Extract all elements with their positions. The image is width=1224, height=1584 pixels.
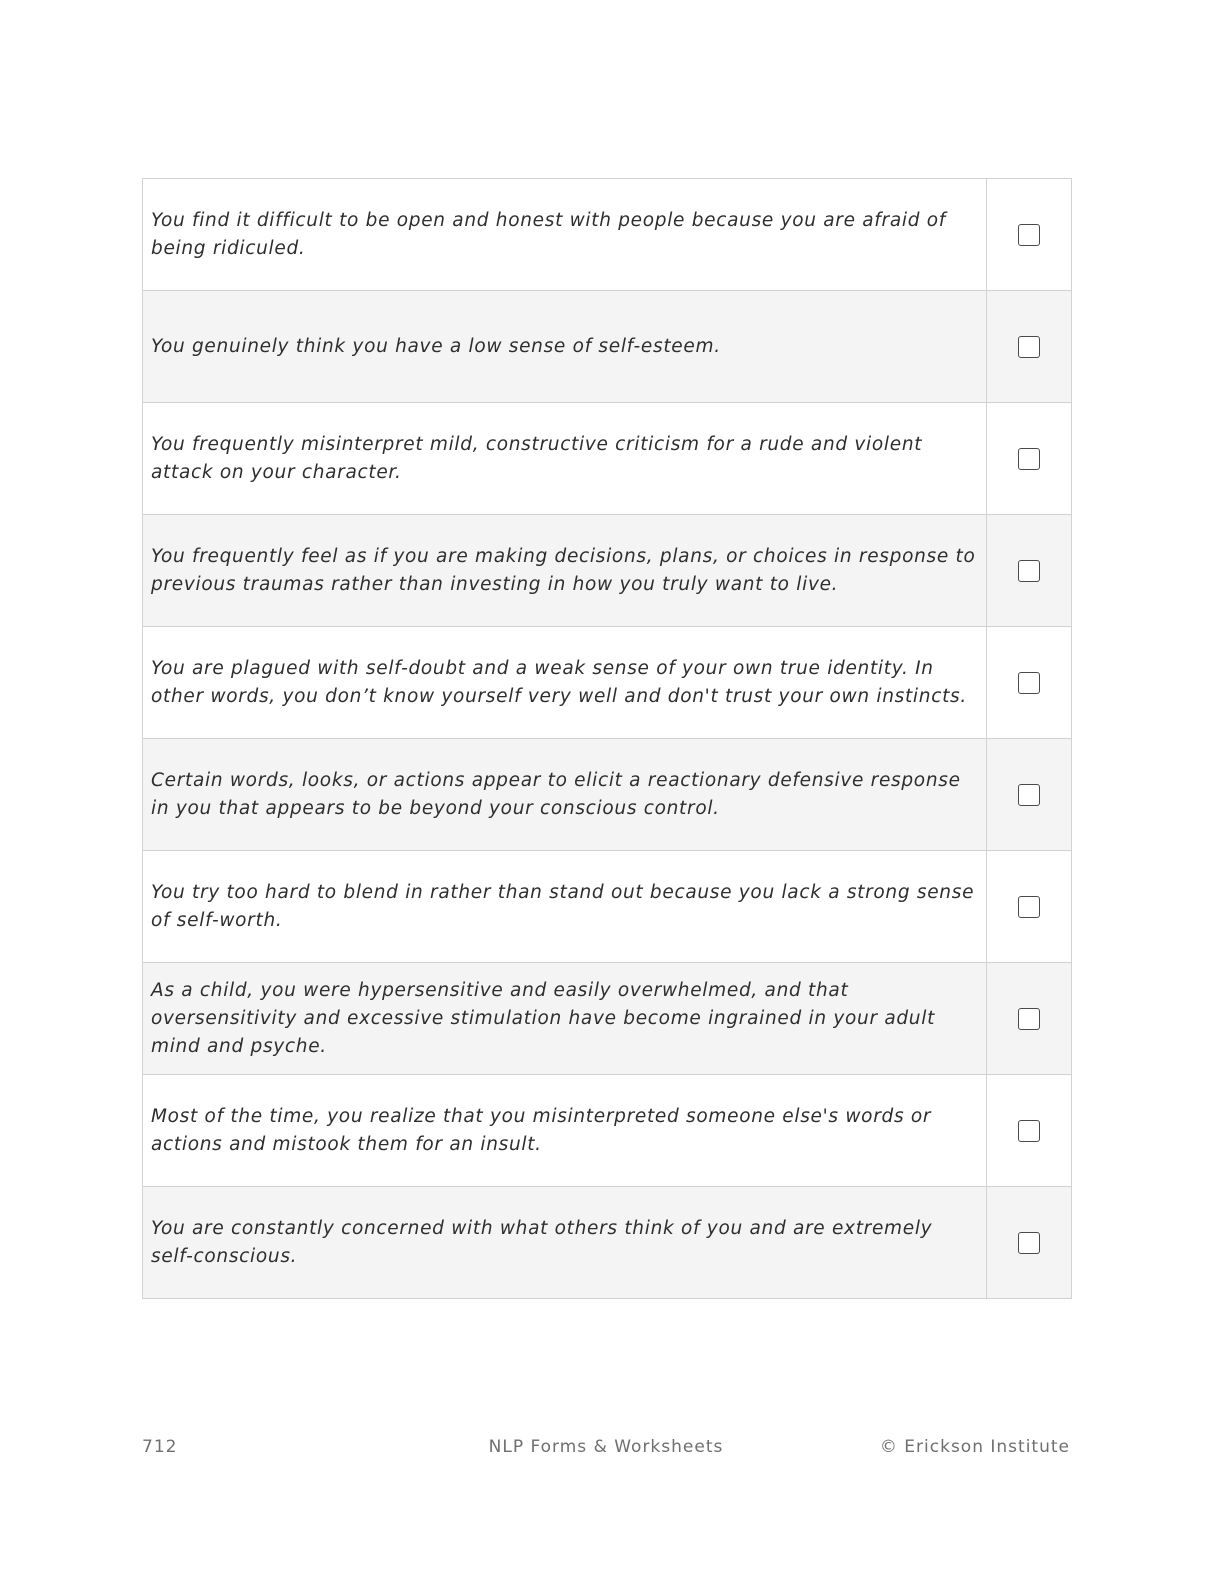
- statement-text: You find it difficult to be open and honest with people because you are afraid of being ridiculed.: [143, 179, 987, 291]
- statement-text: You frequently feel as if you are making decisions, plans, or choices in response to previous traumas rather than investing in how you truly want to live.: [143, 515, 987, 627]
- statement-text: Certain words, looks, or actions appear to elicit a reactionary defensive response in you that appears to be beyond your conscious control.: [143, 739, 987, 851]
- statement-checkbox[interactable]: [1018, 1120, 1040, 1142]
- checkbox-cell: [987, 291, 1072, 403]
- statement-checkbox[interactable]: [1018, 560, 1040, 582]
- statement-checkbox[interactable]: [1018, 1008, 1040, 1030]
- statement-text: You are constantly concerned with what others think of you and are extremely self-conscious.: [143, 1187, 987, 1299]
- table-row: [143, 963, 1072, 1075]
- document-title: NLP Forms & Worksheets: [488, 1437, 724, 1457]
- statement-text: Most of the time, you realize that you misinterpreted someone else's words or actions and mistook them for an insult.: [143, 1075, 987, 1187]
- statement-checkbox[interactable]: [1018, 784, 1040, 806]
- statement-text: You genuinely think you have a low sense of self-esteem.: [143, 291, 987, 403]
- table-row: [143, 739, 1072, 851]
- statement-checkbox[interactable]: [1018, 672, 1040, 694]
- table-row: [143, 1075, 1072, 1187]
- table-row: [143, 851, 1072, 963]
- checkbox-cell: [987, 403, 1072, 515]
- table-row: [143, 179, 1072, 291]
- table-row: [143, 627, 1072, 739]
- checkbox-cell: [987, 739, 1072, 851]
- statement-text: As a child, you were hypersensitive and easily overwhelmed, and that oversensitivity and excessive stimulation have become ingrained in your adult mind and psyche.: [143, 963, 987, 1075]
- checkbox-cell: [987, 179, 1072, 291]
- statement-checkbox[interactable]: [1018, 224, 1040, 246]
- checkbox-cell: [987, 851, 1072, 963]
- statement-checkbox[interactable]: [1018, 448, 1040, 470]
- table-row: [143, 291, 1072, 403]
- statement-checkbox[interactable]: [1018, 1232, 1040, 1254]
- checklist-table: [142, 178, 1072, 1299]
- checkbox-cell: [987, 627, 1072, 739]
- page-footer: [142, 1437, 1070, 1461]
- checkbox-cell: [987, 1187, 1072, 1299]
- checkbox-cell: [987, 1075, 1072, 1187]
- statement-checkbox[interactable]: [1018, 896, 1040, 918]
- checkbox-cell: [987, 963, 1072, 1075]
- statement-text: You try too hard to blend in rather than stand out because you lack a strong sense of self-worth.: [143, 851, 987, 963]
- table-row: [143, 1187, 1072, 1299]
- copyright-notice: © Erickson Institute: [879, 1437, 1070, 1457]
- table-row: [143, 403, 1072, 515]
- statement-text: You are plagued with self-doubt and a weak sense of your own true identity. In other words, you don’t know yourself very well and don't trust your own instincts.: [143, 627, 987, 739]
- statement-text: You frequently misinterpret mild, constructive criticism for a rude and violent attack on your character.: [143, 403, 987, 515]
- page-number: 712: [142, 1437, 178, 1457]
- checkbox-cell: [987, 515, 1072, 627]
- table-row: [143, 515, 1072, 627]
- statement-checkbox[interactable]: [1018, 336, 1040, 358]
